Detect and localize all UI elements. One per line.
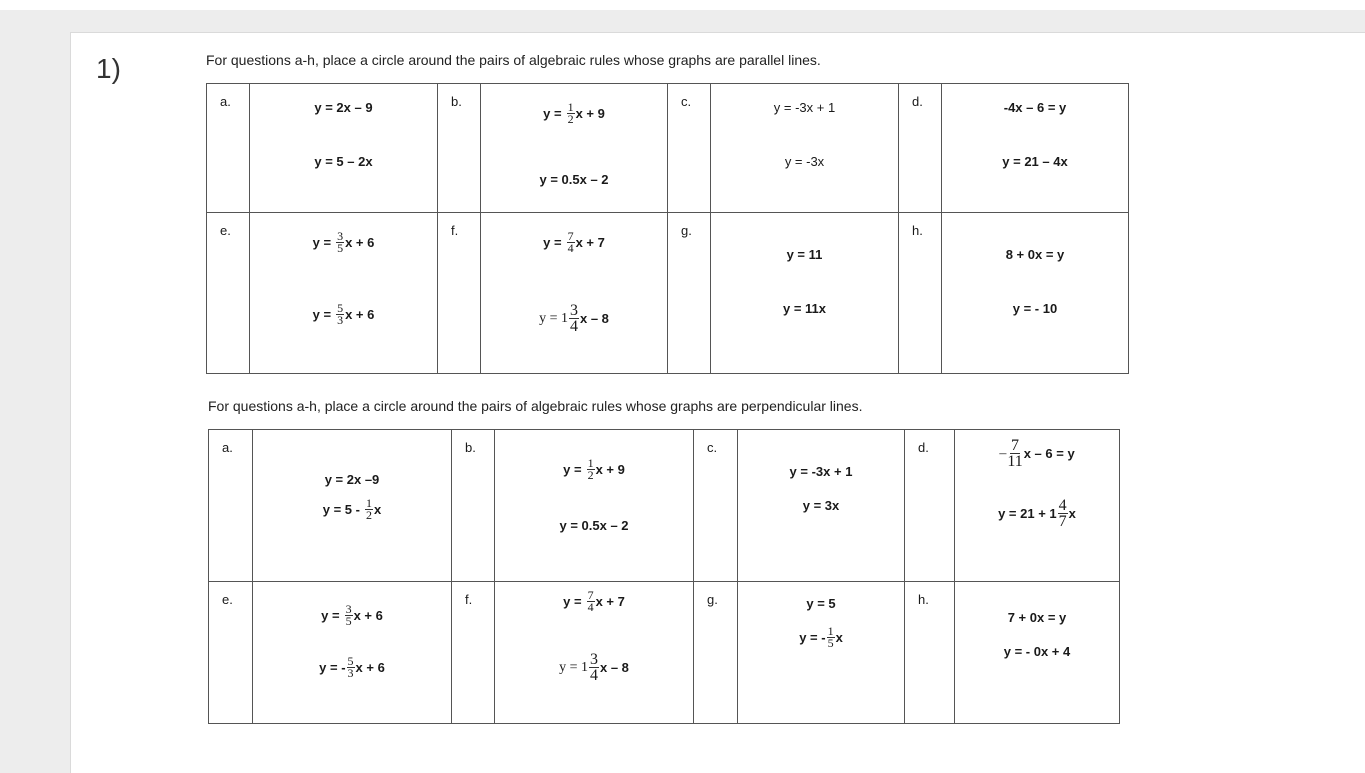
cell-label-h: h.	[905, 582, 955, 724]
eq-suffix: x	[373, 502, 382, 517]
numerator: 7	[1011, 437, 1020, 454]
eq-prefix: y =	[321, 608, 340, 623]
cell-label-c: c.	[694, 430, 738, 582]
cell-equations-g	[711, 213, 899, 374]
denominator: 3	[337, 313, 344, 327]
eq-suffix: x + 9	[575, 106, 605, 121]
numerator: 3	[345, 602, 352, 616]
equation-1	[955, 438, 1119, 469]
eq-prefix: y = 21 + 1	[998, 506, 1057, 521]
cell-label-d: d.	[899, 84, 942, 213]
cell-equations-d	[955, 430, 1120, 582]
table-row	[207, 213, 1129, 374]
denominator: 4	[587, 600, 594, 614]
cell-equations-f	[481, 213, 668, 374]
numerator: 7	[587, 588, 594, 602]
denominator: 2	[567, 112, 574, 126]
perpendicular-table	[208, 429, 1120, 724]
eq-prefix: y =	[312, 307, 332, 322]
eq-suffix: x – 8	[579, 311, 609, 326]
equation-2: y = 11x	[782, 301, 827, 316]
eq-suffix: x + 6	[345, 235, 375, 250]
fraction	[347, 656, 355, 679]
fraction	[365, 498, 373, 521]
eq-prefix: y = -	[799, 630, 826, 645]
cell-label-b: b.	[452, 430, 495, 582]
fraction	[567, 231, 575, 254]
numerator: 1	[567, 100, 574, 114]
numerator: 7	[567, 229, 574, 243]
eq-prefix: y =	[563, 462, 582, 477]
equation-1: y = -3x + 1	[789, 464, 853, 479]
cell-label-e: e.	[209, 582, 253, 724]
question-number: 1)	[96, 53, 121, 84]
eq-prefix: y =	[563, 594, 582, 609]
equation-1	[481, 102, 667, 125]
cell-label-c: c.	[668, 84, 711, 213]
fraction	[345, 604, 353, 627]
cell-equations-h	[942, 213, 1129, 374]
equation-2: y = 3x	[802, 498, 840, 513]
table-row	[207, 84, 1129, 213]
cell-label-g: g.	[668, 213, 711, 374]
equation-2	[481, 303, 667, 334]
equation-2	[250, 303, 437, 326]
eq-prefix: y = 1	[539, 310, 568, 326]
denominator: 7	[1058, 513, 1067, 530]
equation-2	[253, 498, 451, 521]
eq-suffix: x – 8	[599, 660, 629, 675]
equation-2	[495, 652, 693, 683]
parallel-instruction: For questions a-h, place a circle around the pairs of algebraic rules whose graphs are parallel lines.	[206, 52, 821, 68]
equation-2: y = -3x	[784, 154, 825, 169]
fraction	[827, 626, 835, 649]
eq-suffix: x + 6	[345, 307, 375, 322]
numerator: 3	[569, 302, 578, 319]
fraction	[1007, 438, 1022, 469]
equation-1: 8 + 0x = y	[1005, 247, 1065, 262]
eq-prefix: y = 5 -	[322, 502, 360, 517]
fraction	[567, 102, 575, 125]
equation-1: y = 11	[786, 247, 823, 262]
cell-equations-b	[495, 430, 694, 582]
numerator: 1	[827, 624, 834, 638]
cell-equations-e	[250, 213, 438, 374]
cell-equations-e	[253, 582, 452, 724]
equation-2: y = 0.5x – 2	[559, 518, 629, 533]
equation-1: -4x – 6 = y	[1003, 100, 1067, 115]
equation-1: y = 2x –9	[324, 472, 380, 487]
cell-equations-g	[738, 582, 905, 724]
numerator: 1	[587, 456, 594, 470]
numerator: 5	[337, 301, 344, 315]
cell-equations-h	[955, 582, 1120, 724]
cell-equations-a	[250, 84, 438, 213]
numerator: 3	[337, 229, 344, 243]
eq-prefix: –	[999, 445, 1007, 461]
equation-2	[955, 498, 1119, 529]
eq-suffix: x + 7	[595, 594, 625, 609]
cell-label-a: a.	[209, 430, 253, 582]
eq-prefix: y =	[543, 235, 562, 250]
denominator: 5	[345, 614, 352, 628]
equation-1	[250, 231, 437, 254]
equation-1: y = 2x – 9	[314, 100, 373, 115]
cell-label-a: a.	[207, 84, 250, 213]
numerator: 4	[1058, 497, 1067, 514]
equation-1: y = 5	[806, 596, 836, 611]
denominator: 4	[589, 667, 598, 684]
denominator: 2	[587, 468, 594, 482]
equation-1	[495, 590, 693, 613]
eq-suffix: x + 6	[353, 608, 383, 623]
cell-label-h: h.	[899, 213, 942, 374]
eq-prefix: y =	[543, 106, 562, 121]
fraction	[336, 303, 344, 326]
cell-equations-f	[495, 582, 694, 724]
equation-1	[253, 604, 451, 627]
equation-1: 7 + 0x = y	[1007, 610, 1067, 625]
eq-suffix: x	[1068, 506, 1076, 521]
equation-1: y = -3x + 1	[773, 100, 836, 115]
equation-2	[738, 626, 904, 649]
cell-equations-c	[711, 84, 899, 213]
denominator: 11	[1007, 453, 1023, 470]
cell-equations-d	[942, 84, 1129, 213]
numerator: 5	[347, 654, 354, 668]
fraction	[569, 303, 579, 334]
top-band	[0, 0, 1365, 10]
fraction	[336, 231, 344, 254]
equation-2: y = 0.5x – 2	[539, 172, 609, 187]
equation-2	[253, 656, 451, 679]
eq-suffix: x + 6	[355, 660, 385, 675]
eq-prefix: y = 1	[559, 659, 588, 675]
denominator: 4	[567, 241, 574, 255]
equation-2: y = - 10	[1012, 301, 1058, 316]
denominator: 2	[365, 508, 372, 522]
cell-equations-b	[481, 84, 668, 213]
eq-suffix: x – 6 = y	[1023, 446, 1075, 461]
cell-label-b: b.	[438, 84, 481, 213]
equation-2: y = - 0x + 4	[1003, 644, 1071, 659]
fraction	[589, 652, 599, 683]
eq-prefix: y = -	[319, 660, 346, 675]
fraction	[587, 458, 595, 481]
cell-label-f: f.	[452, 582, 495, 724]
eq-suffix: x + 9	[595, 462, 625, 477]
eq-prefix: y =	[312, 235, 332, 250]
equation-2: y = 21 – 4x	[1002, 154, 1068, 169]
equation-2: y = 5 – 2x	[314, 154, 373, 169]
equation-1	[481, 231, 667, 254]
fraction	[587, 590, 595, 613]
cell-equations-a	[253, 430, 452, 582]
denominator: 5	[337, 241, 344, 255]
parallel-table	[206, 83, 1129, 374]
perpendicular-instruction: For questions a-h, place a circle around the pairs of algebraic rules whose graphs are perpendicular lines.	[208, 398, 863, 414]
denominator: 5	[827, 636, 834, 650]
denominator: 3	[347, 666, 354, 680]
eq-suffix: x	[835, 630, 843, 645]
numerator: 3	[589, 651, 598, 668]
equation-1	[495, 458, 693, 481]
denominator: 4	[569, 318, 578, 335]
cell-label-g: g.	[694, 582, 738, 724]
fraction	[1058, 498, 1068, 529]
cell-label-e: e.	[207, 213, 250, 374]
cell-equations-c	[738, 430, 905, 582]
numerator: 1	[365, 496, 372, 510]
cell-label-d: d.	[905, 430, 955, 582]
eq-suffix: x + 7	[575, 235, 605, 250]
worksheet-page	[70, 32, 1365, 773]
cell-label-f: f.	[438, 213, 481, 374]
table-row	[209, 430, 1120, 582]
table-row	[209, 582, 1120, 724]
